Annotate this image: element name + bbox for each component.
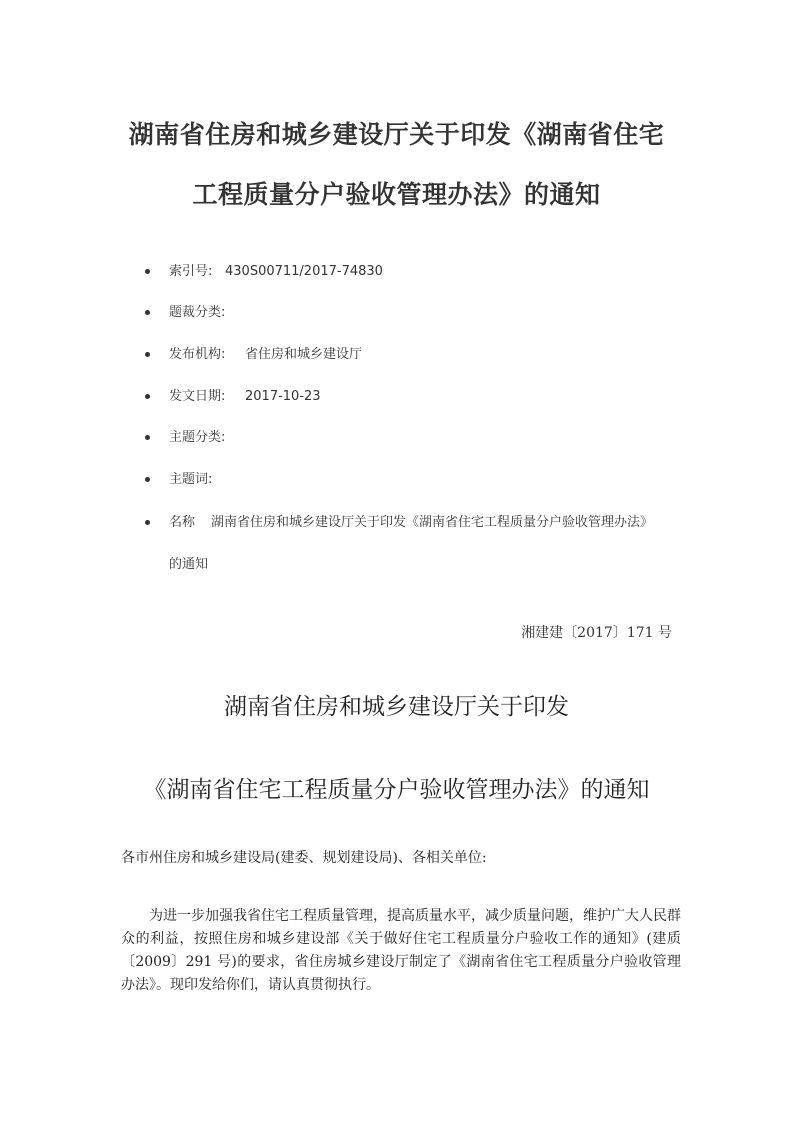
document-number: 湘建建〔2017〕171 号 bbox=[521, 625, 672, 641]
bullet-icon bbox=[145, 520, 150, 525]
main-title-line1: 湖南省住房和城乡建设厅关于印发《湖南省住宅 bbox=[128, 120, 665, 149]
bullet-icon bbox=[145, 477, 150, 482]
meta-label: 发布机构: bbox=[169, 347, 226, 362]
meta-name-continuation: 的通知 bbox=[169, 557, 209, 572]
meta-label: 索引号: bbox=[169, 264, 213, 279]
meta-value: 湖南省住房和城乡建设厅关于印发《湖南省住宅工程质量分户验收管理办法》 bbox=[211, 515, 654, 530]
meta-value: 2017-10-23 bbox=[245, 389, 321, 404]
bullet-icon bbox=[145, 435, 150, 440]
meta-label: 名称 bbox=[169, 515, 196, 530]
addressee: 各市州住房和城乡建设局(建委、规划建设局)、各相关单位: bbox=[121, 850, 487, 866]
bullet-icon bbox=[145, 269, 150, 274]
bullet-icon bbox=[145, 394, 150, 399]
bullet-icon bbox=[145, 310, 150, 315]
subtitle-line1: 湖南省住房和城乡建设厅关于印发 bbox=[224, 694, 569, 720]
meta-label: 发文日期: bbox=[169, 389, 226, 404]
bullet-icon bbox=[145, 352, 150, 357]
body-paragraph: 为进一步加强我省住宅工程质量管理，提高质量水平，减少质量问题，维护广大人民群众的利益，按照住房和城乡建设部《关于做好住宅工程质量分户验收工作的通知》(建质〔2009〕291 号)的要求，省住房城乡建设厅制定了《湖南省住宅工程质量分户验收管理办法》。现印发给你们，请认真贯彻执行。 bbox=[121, 908, 681, 993]
meta-label: 主题词: bbox=[169, 472, 213, 487]
meta-value: 省住房和城乡建设厅 bbox=[245, 347, 363, 362]
meta-label: 题裁分类: bbox=[169, 305, 226, 320]
main-title-line2: 工程质量分户验收管理办法》的通知 bbox=[192, 180, 601, 209]
subtitle-line2: 《湖南省住宅工程质量分户验收管理办法》的通知 bbox=[143, 777, 650, 803]
meta-label: 主题分类: bbox=[169, 430, 226, 445]
meta-value: 430S00711/2017-74830 bbox=[225, 264, 383, 279]
